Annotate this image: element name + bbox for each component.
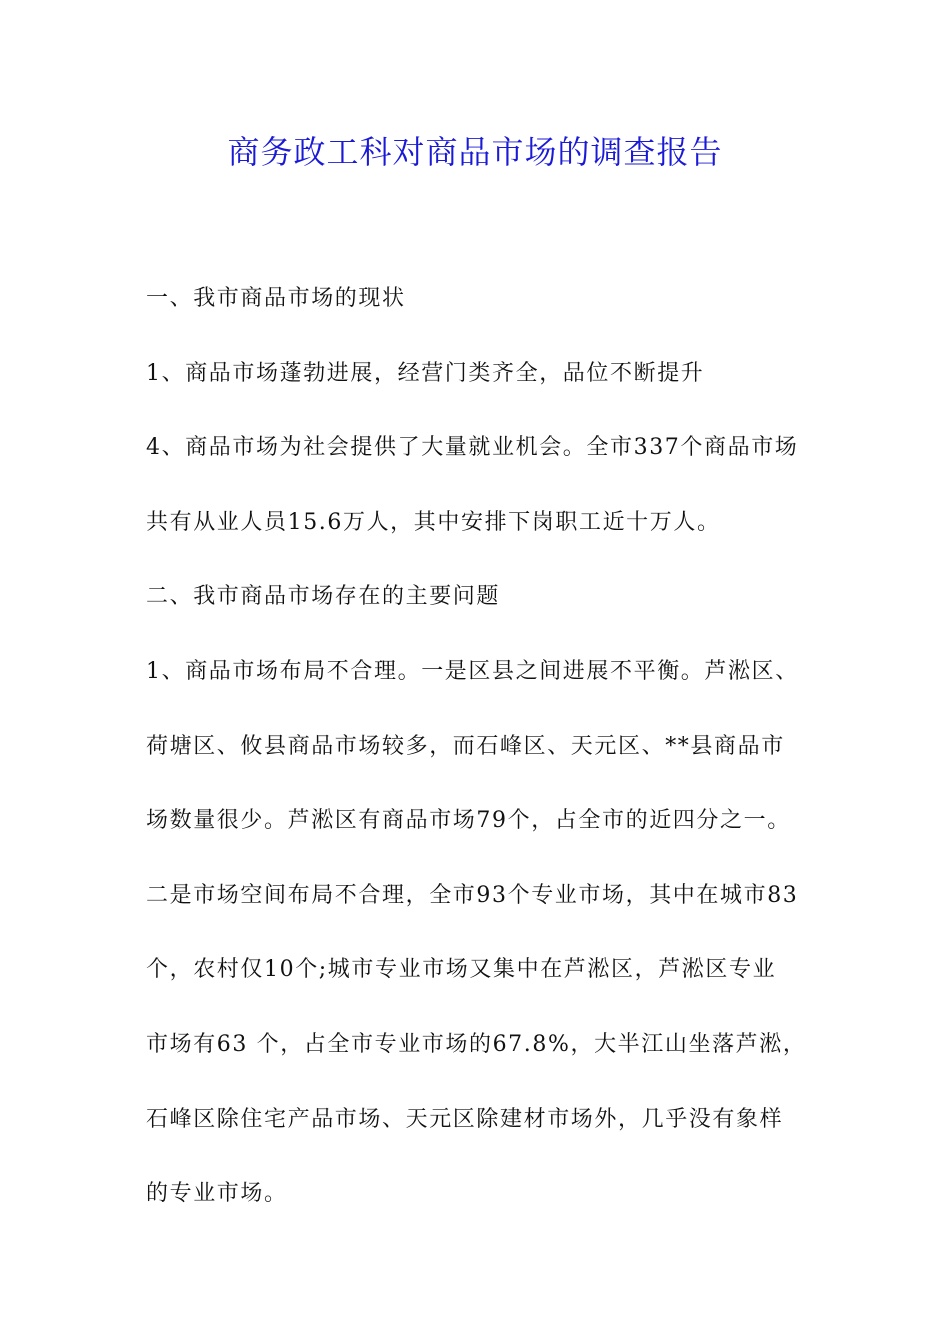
document-body	[146, 262, 810, 1232]
section-heading-status: 一、我市商品市场的现状	[146, 286, 406, 311]
paragraph-line: 的专业市场。	[146, 1181, 288, 1207]
paragraph-line: 1、商品市场蓬勃进展，经营门类齐全，品位不断提升	[146, 360, 705, 386]
section-heading-problems: 二、我市商品市场存在的主要问题	[146, 584, 501, 610]
paragraph-line: 荷塘区、攸县商品市场较多，而石峰区、天元区、**县商品市	[146, 733, 785, 759]
paragraph-line: 场数量很少。芦淞区有商品市场79个，占全市的近四分之一。	[146, 808, 791, 834]
paragraph-line: 4、商品市场为社会提供了大量就业机会。全市337个商品市场	[146, 435, 799, 461]
document-title: 商务政工科对商品市场的调查报告	[227, 133, 723, 171]
paragraph-line: 二是市场空间布局不合理，全市93个专业市场，其中在城市83	[146, 882, 799, 908]
paragraph-line: 1、商品市场布局不合理。一是区县之间进展不平衡。芦淞区、	[146, 658, 799, 684]
paragraph-line: 共有从业人员15.6万人，其中安排下岗职工近十万人。	[146, 509, 721, 535]
paragraph-line: 石峰区除住宅产品市场、天元区除建材市场外，几乎没有象样	[146, 1106, 784, 1132]
paragraph-line: 个，农村仅10个;城市专业市场又集中在芦淞区，芦淞区专业	[146, 957, 777, 983]
paragraph-line: 市场有63 个，占全市专业市场的67.8%，大半江山坐落芦淞，	[146, 1031, 807, 1057]
